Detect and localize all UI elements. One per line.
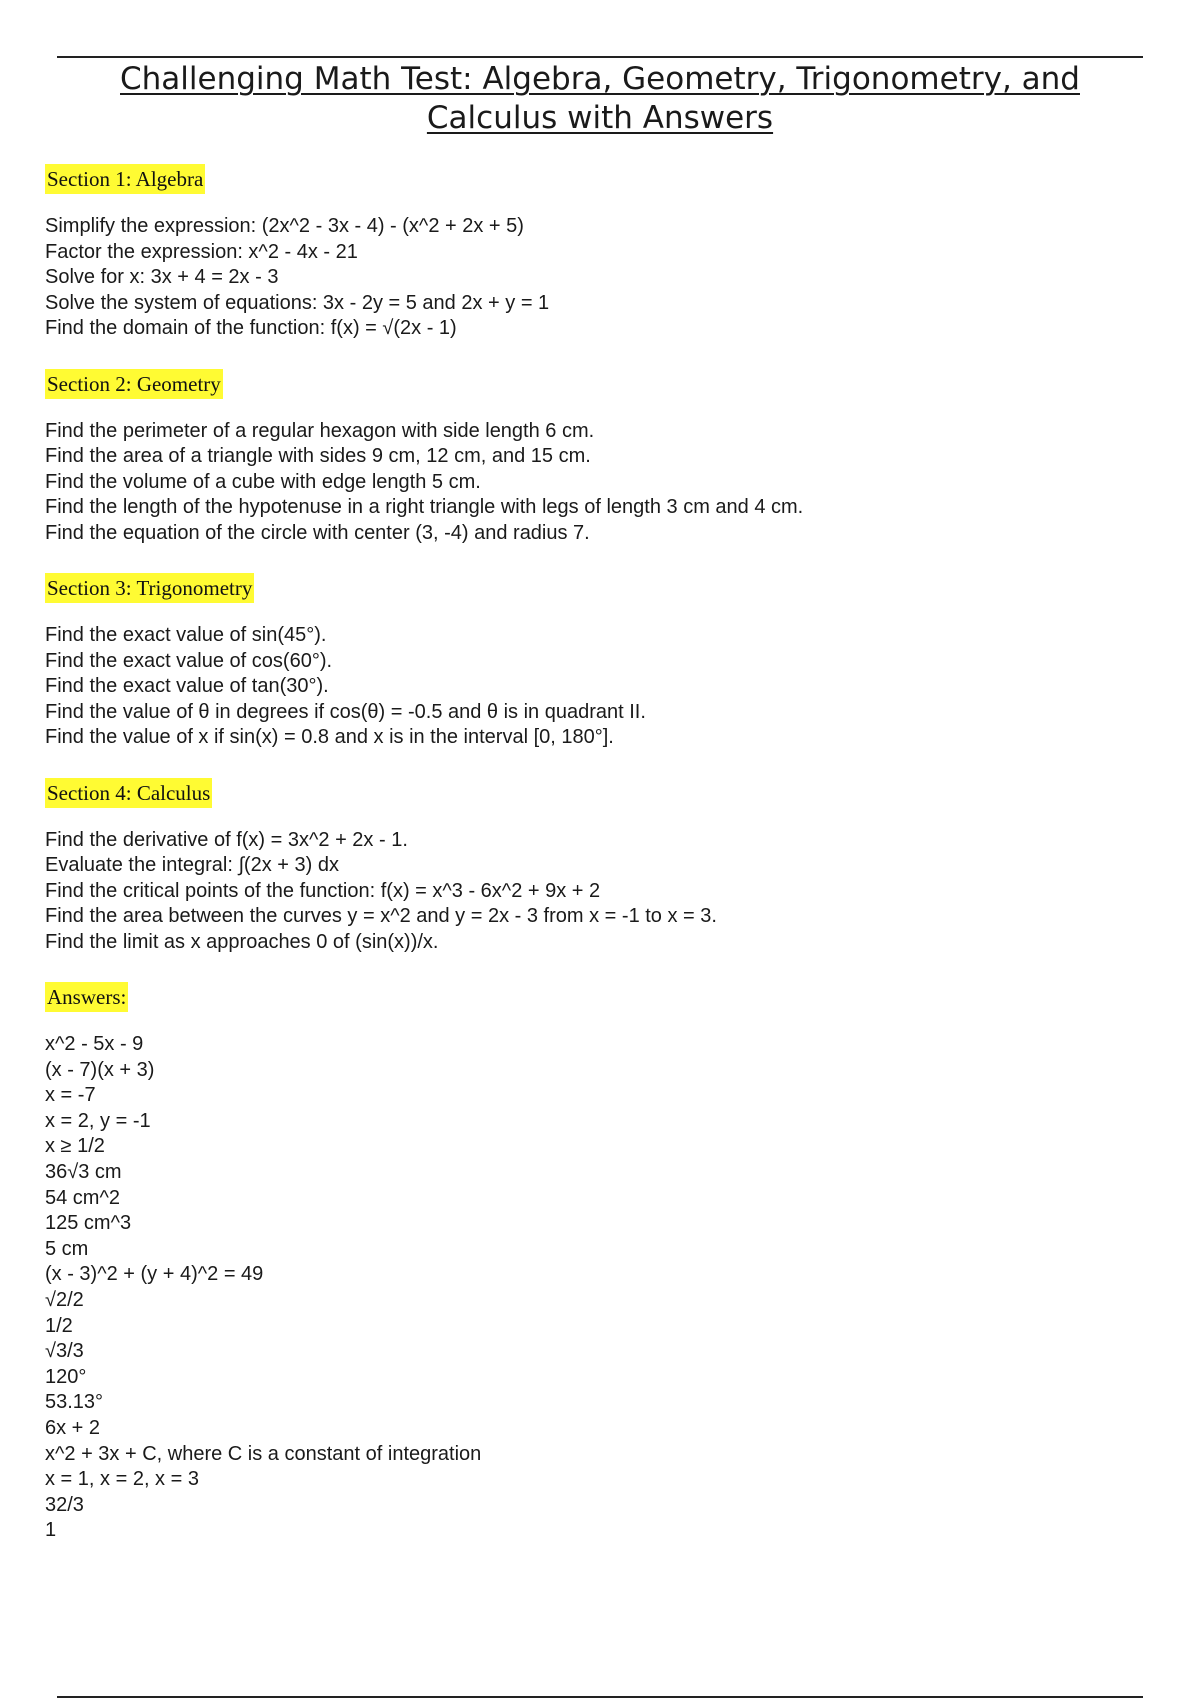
question-item: Find the equation of the circle with center (3, -4) and radius 7. — [45, 521, 590, 544]
answer-item: 53.13° — [45, 1391, 104, 1414]
question-list — [45, 419, 1145, 547]
page-title — [60, 60, 1140, 138]
title-line-1: Challenging Math Test: Algebra, Geometry, Trigonometry, and — [120, 61, 1080, 97]
answer-item: 125 cm^3 — [45, 1212, 132, 1235]
answer-item: x^2 + 3x + C, where C is a constant of integration — [45, 1442, 482, 1465]
question-item: Find the area of a triangle with sides 9 cm, 12 cm, and 15 cm. — [45, 445, 591, 467]
question-list — [45, 214, 1145, 342]
title-line-2: Calculus with Answers — [426, 100, 774, 136]
question-item: Find the perimeter of a regular hexagon with side length 6 cm. — [45, 419, 595, 442]
answer-item: x ≥ 1/2 — [45, 1135, 105, 1158]
question-item: Find the derivative of f(x) = 3x^2 + 2x - 1. — [45, 828, 408, 851]
question-item: Find the exact value of tan(30°). — [45, 675, 329, 697]
question-item: Find the exact value of cos(60°). — [45, 649, 333, 672]
section-answers — [45, 982, 1145, 1544]
answer-item: x = 1, x = 2, x = 3 — [45, 1468, 199, 1491]
question-item: Find the exact value of sin(45°). — [45, 624, 327, 646]
question-item: Find the length of the hypotenuse in a right triangle with legs of length 3 cm and 4 cm. — [45, 496, 804, 518]
question-item: Find the limit as x approaches 0 of (sin(x))/x. — [45, 930, 439, 953]
section-algebra — [45, 164, 1145, 342]
answer-list — [45, 1032, 1145, 1544]
answer-item: x^2 - 5x - 9 — [45, 1033, 144, 1055]
answer-item: √2/2 — [45, 1288, 84, 1311]
answer-item: 32/3 — [45, 1493, 84, 1516]
question-item: Factor the expression: x^2 - 4x - 21 — [45, 240, 358, 263]
question-item: Find the area between the curves y = x^2 and y = 2x - 3 from x = -1 to x = 3. — [45, 905, 717, 927]
answer-item: 120° — [45, 1365, 87, 1388]
question-item: Find the volume of a cube with edge length 5 cm. — [45, 470, 481, 493]
answer-item: (x - 3)^2 + (y + 4)^2 = 49 — [45, 1263, 264, 1286]
answer-item: x = -7 — [45, 1084, 96, 1107]
answer-item: (x - 7)(x + 3) — [45, 1058, 155, 1081]
question-item: Solve the system of equations: 3x - 2y = 5 and 2x + y = 1 — [45, 291, 550, 314]
top-rule — [57, 56, 1143, 58]
section-trigonometry — [45, 573, 1145, 751]
question-item: Find the critical points of the function: f(x) = x^3 - 6x^2 + 9x + 2 — [45, 879, 601, 902]
question-list — [45, 828, 1145, 956]
answer-item: x = 2, y = -1 — [45, 1109, 151, 1132]
section-heading: Section 1: Algebra — [45, 164, 205, 194]
section-heading: Section 3: Trigonometry — [45, 573, 254, 603]
answer-item: 5 cm — [45, 1237, 89, 1260]
question-item: Simplify the expression: (2x^2 - 3x - 4) - (x^2 + 2x + 5) — [45, 215, 524, 237]
section-heading: Section 2: Geometry — [45, 369, 223, 399]
answer-item: 1/2 — [45, 1314, 73, 1337]
document-body — [45, 164, 1145, 1571]
question-item: Solve for x: 3x + 4 = 2x - 3 — [45, 266, 279, 288]
answers-heading: Answers: — [45, 982, 128, 1012]
question-list — [45, 623, 1145, 751]
question-item: Find the value of θ in degrees if cos(θ) = -0.5 and θ is in quadrant II. — [45, 700, 646, 723]
section-geometry — [45, 369, 1145, 547]
question-item: Find the value of x if sin(x) = 0.8 and x is in the interval [0, 180°]. — [45, 726, 614, 748]
section-heading: Section 4: Calculus — [45, 778, 212, 808]
bottom-rule — [57, 1696, 1143, 1698]
section-calculus — [45, 778, 1145, 956]
question-item: Evaluate the integral: ∫(2x + 3) dx — [45, 854, 339, 876]
answer-item: 1 — [45, 1519, 57, 1542]
answer-item: 36√3 cm — [45, 1160, 122, 1183]
answer-item: 6x + 2 — [45, 1416, 101, 1439]
question-item: Find the domain of the function: f(x) = √(2x - 1) — [45, 317, 457, 339]
answer-item: √3/3 — [45, 1340, 84, 1363]
answer-item: 54 cm^2 — [45, 1186, 120, 1209]
